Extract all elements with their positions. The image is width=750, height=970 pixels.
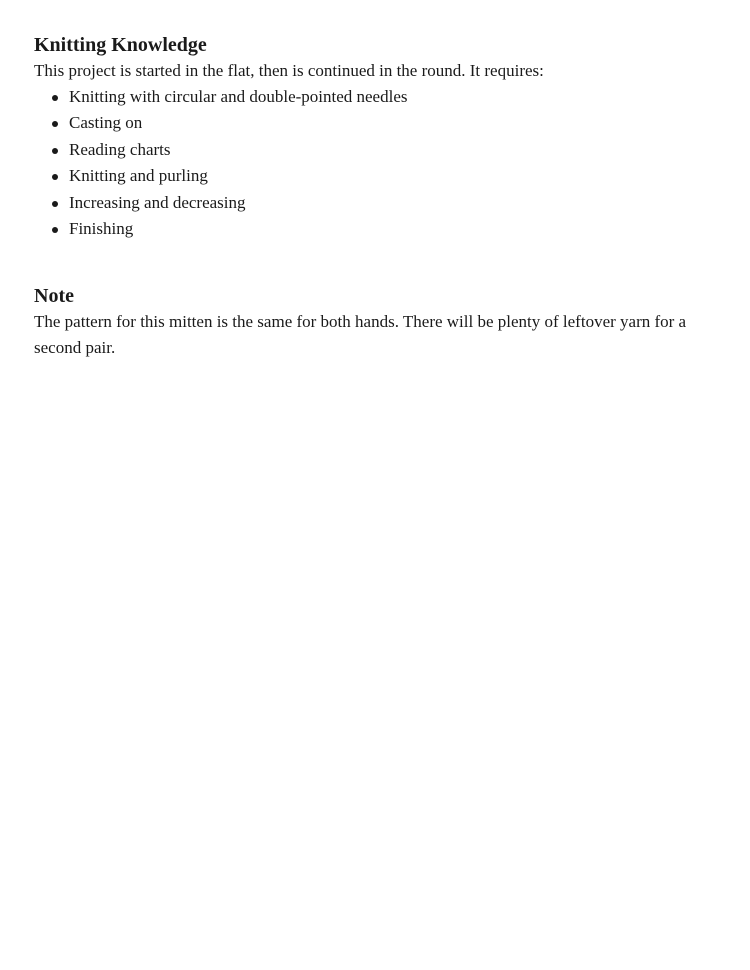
knitting-knowledge-intro: This project is started in the flat, then is continued in the round. It requires: (34, 61, 544, 80)
list-item: Knitting with circular and double-pointed needles (69, 84, 714, 110)
list-item: Increasing and decreasing (69, 190, 714, 216)
note-section (34, 284, 714, 361)
knitting-knowledge-heading: Knitting Knowledge (34, 34, 207, 56)
requirements-list (34, 84, 714, 242)
list-item: Knitting and purling (69, 163, 714, 189)
document-page (34, 33, 714, 361)
note-body: The pattern for this mitten is the same for both hands. There will be plenty of leftover yarn for a second pair. (34, 312, 687, 358)
list-item: Casting on (69, 110, 714, 136)
list-item: Finishing (69, 216, 714, 242)
note-heading: Note (34, 285, 74, 308)
knitting-knowledge-section (34, 33, 714, 242)
list-item: Reading charts (69, 137, 714, 163)
